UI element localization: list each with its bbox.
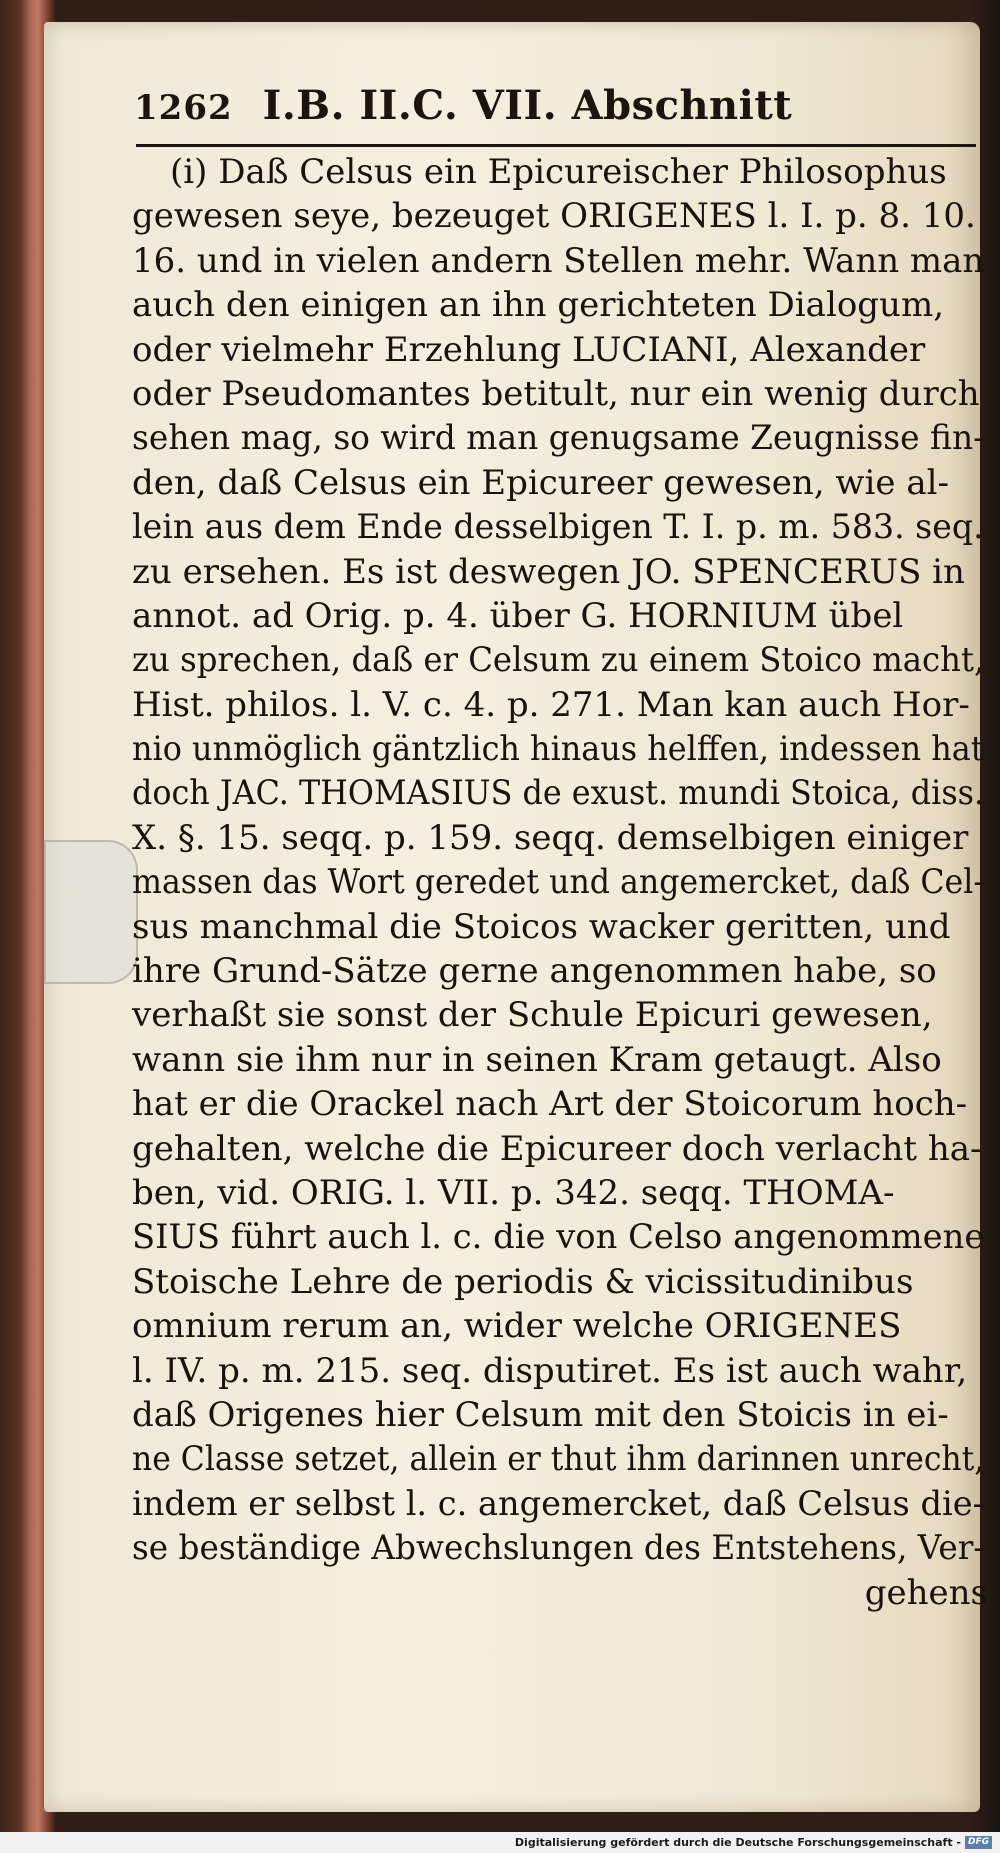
running-head: I.B. II.C. VII. Abschnitt [262, 82, 793, 129]
text-line: se beständige Abwechslungen des Entstehens, Ver- [132, 1528, 985, 1569]
text-line: ihre Grund-Sätze gerne angenommen habe, so [132, 951, 937, 992]
digitization-credit: Digitalisierung gefördert durch die Deutsche Forschungsgemeinschaft - [514, 1836, 961, 1849]
text-line: wann sie ihm nur in seinen Kram getaugt. Also [132, 1039, 942, 1080]
text-line: oder vielmehr Erzehlung LUCIANI, Alexander [132, 329, 926, 370]
text-line: annot. ad Orig. p. 4. über G. HORNIUM übel [132, 595, 904, 636]
text-line: SIUS führt auch l. c. die von Celso angenommene [132, 1217, 985, 1258]
text-line: hat er die Orackel nach Art der Stoicorum hoch- [132, 1084, 968, 1125]
page-clip [44, 840, 138, 984]
text-line: l. IV. p. m. 215. seq. disputiret. Es ist auch wahr, [132, 1350, 968, 1391]
text-line: 16. und in vielen andern Stellen mehr. Wann man [132, 240, 985, 281]
text-line: Stoische Lehre de periodis & vicissitudinibus [132, 1261, 914, 1302]
dfg-logo: DFG [965, 1836, 992, 1849]
text-line: sus manchmal die Stoicos wacker geritten, und [132, 906, 951, 947]
text-line: (i) Daß Celsus ein Epicureischer Philosophus [170, 152, 947, 192]
text-line: ben, vid. ORIG. l. VII. p. 342. seqq. THOMA- [132, 1172, 895, 1213]
text-line: daß Origenes hier Celsum mit den Stoicis in ei- [132, 1394, 949, 1435]
footnote-text [132, 150, 992, 1615]
text-line: gewesen seye, bezeuget ORIGENES l. I. p. 8. 10. [132, 196, 976, 237]
text-line: oder Pseudomantes betitult, nur ein wenig durch [132, 373, 980, 414]
header-rule [136, 144, 976, 147]
text-line: ne Classe setzet, allein er thut ihm darinnen unrecht, [132, 1439, 985, 1480]
text-line: auch den einigen an ihn gerichteten Dialogum, [132, 285, 944, 326]
text-line: verhaßt sie sonst der Schule Epicuri gewesen, [132, 995, 933, 1036]
catchword: gehens [864, 1572, 988, 1613]
page-header [134, 82, 894, 152]
text-line: lein aus dem Ende desselbigen T. I. p. m. 583. seq. [132, 507, 984, 548]
text-line: sehen mag, so wird man genugsame Zeugnisse fin- [132, 418, 985, 459]
text-line: omnium rerum an, wider welche ORIGENES [132, 1306, 902, 1347]
text-line: den, daß Celsus ein Epicureer gewesen, wie al- [132, 462, 949, 503]
text-line: nio unmöglich gäntzlich hinaus helffen, indessen hat [132, 729, 984, 770]
digitization-credit-bar [0, 1832, 1000, 1853]
page-number: 1262 [134, 88, 233, 128]
text-line: zu sprechen, daß er Celsum zu einem Stoico macht, [132, 640, 985, 681]
text-line: massen das Wort geredet und angemercket, daß Cel- [132, 862, 984, 903]
text-line: indem er selbst l. c. angemercket, daß Celsus die- [132, 1483, 984, 1524]
text-line: zu ersehen. Es ist deswegen JO. SPENCERUS in [132, 551, 965, 592]
text-line: doch JAC. THOMASIUS de exust. mundi Stoica, diss. [132, 773, 985, 814]
text-line: X. §. 15. seqq. p. 159. seqq. demselbigen einiger [132, 817, 969, 858]
text-line: Hist. philos. l. V. c. 4. p. 271. Man kan auch Hor- [132, 684, 970, 725]
text-line: gehalten, welche die Epicureer doch verlacht ha- [132, 1128, 982, 1169]
